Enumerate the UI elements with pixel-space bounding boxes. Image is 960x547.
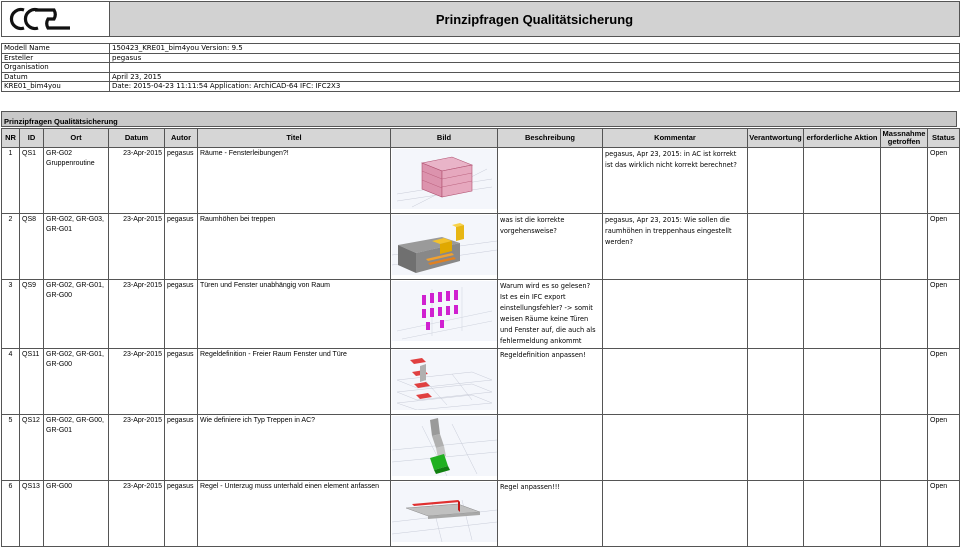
- col-verantwortung-header: Verantwortung: [748, 129, 804, 148]
- col-nr-header: NR: [2, 129, 20, 148]
- responsibility-cell: [748, 481, 804, 547]
- col-id-header: ID: [20, 129, 44, 148]
- description-cell: Regel anpassen!!!: [498, 481, 603, 547]
- meta-label: Modell Name: [2, 44, 110, 54]
- comment-cell: [603, 415, 748, 481]
- status-cell: Open: [928, 214, 960, 280]
- date-cell: 23-Apr-2015: [109, 415, 165, 481]
- table-row: [2, 148, 960, 214]
- responsibility-cell: [748, 349, 804, 415]
- nr-cell: 1: [2, 148, 20, 214]
- col-beschreibung-header: Beschreibung: [498, 129, 603, 148]
- col-kommentar-header: Kommentar: [603, 129, 748, 148]
- measure-cell: [881, 148, 928, 214]
- title-cell: Türen und Fenster unabhängig von Raum: [198, 280, 391, 349]
- measure-cell: [881, 415, 928, 481]
- measure-cell: [881, 349, 928, 415]
- table-row: [2, 349, 960, 415]
- meta-row: [2, 44, 960, 54]
- col-ort-header: Ort: [44, 129, 109, 148]
- author-cell: pegasus: [165, 214, 198, 280]
- measure-cell: [881, 481, 928, 547]
- stair-block-thumbnail[interactable]: [392, 215, 497, 275]
- col-aktion-header: erforderliche Aktion: [804, 129, 881, 148]
- meta-value: 150423_KRE01_bim4you Version: 9.5: [110, 44, 960, 54]
- pink-room-box-thumbnail[interactable]: [392, 149, 497, 209]
- description-cell: [498, 148, 603, 214]
- section-title: Prinzipfragen Qualitätsicherung: [1, 111, 957, 127]
- author-cell: pegasus: [165, 280, 198, 349]
- status-cell: Open: [928, 280, 960, 349]
- description-cell: [498, 415, 603, 481]
- meta-row: [2, 63, 960, 73]
- location-cell: GR-G02, GR-G01, GR-G00: [44, 280, 109, 349]
- meta-label: Organisation: [2, 63, 110, 73]
- id-cell: QS13: [20, 481, 44, 547]
- author-cell: pegasus: [165, 481, 198, 547]
- col-status-header: Status: [928, 129, 960, 148]
- date-cell: 23-Apr-2015: [109, 349, 165, 415]
- location-cell: GR-G02, GR-G03, GR-G01: [44, 214, 109, 280]
- nr-cell: 3: [2, 280, 20, 349]
- image-cell: [391, 481, 498, 547]
- table-row: [2, 214, 960, 280]
- responsibility-cell: [748, 415, 804, 481]
- logo: [1, 1, 110, 37]
- col-titel-header: Titel: [198, 129, 391, 148]
- description-cell: Warum wird es so gelesen? Ist es ein IFC export einstellungsfehler? -> somit weisen Räume keine Türen und Fenster auf, die auch als fehlermeldung ankommt: [498, 280, 603, 349]
- nr-cell: 5: [2, 415, 20, 481]
- action-cell: [804, 280, 881, 349]
- comment-cell: [603, 349, 748, 415]
- action-cell: [804, 415, 881, 481]
- image-cell: [391, 214, 498, 280]
- location-cell: GR-G00: [44, 481, 109, 547]
- nr-cell: 4: [2, 349, 20, 415]
- comment-cell: [603, 481, 748, 547]
- responsibility-cell: [748, 280, 804, 349]
- author-cell: pegasus: [165, 415, 198, 481]
- col-datum-header: Datum: [109, 129, 165, 148]
- action-cell: [804, 349, 881, 415]
- title-cell: Raumhöhen bei treppen: [198, 214, 391, 280]
- status-cell: Open: [928, 481, 960, 547]
- measure-cell: [881, 214, 928, 280]
- image-cell: [391, 349, 498, 415]
- date-cell: 23-Apr-2015: [109, 481, 165, 547]
- measure-cell: [881, 280, 928, 349]
- description-cell: Regeldefinition anpassen!: [498, 349, 603, 415]
- oos-logo-icon: [2, 2, 109, 36]
- table-row: [2, 481, 960, 547]
- date-cell: 23-Apr-2015: [109, 148, 165, 214]
- status-cell: Open: [928, 349, 960, 415]
- nr-cell: 2: [2, 214, 20, 280]
- meta-value: [110, 63, 960, 73]
- title-cell: Regel - Unterzug muss unterhald einen element anfassen: [198, 481, 391, 547]
- author-cell: pegasus: [165, 148, 198, 214]
- comment-cell: pegasus, Apr 23, 2015: Wie sollen die raumhöhen in treppenhaus eingestellt werden?: [603, 214, 748, 280]
- id-cell: QS1: [20, 148, 44, 214]
- location-cell: GR-G02, GR-G00, GR-G01: [44, 415, 109, 481]
- action-cell: [804, 214, 881, 280]
- table-row: [2, 415, 960, 481]
- id-cell: QS12: [20, 415, 44, 481]
- red-beam-thumbnail[interactable]: [392, 482, 497, 542]
- location-cell: GR-G02 Gruppenroutine: [44, 148, 109, 214]
- title-cell: Räume - Fensterleibungen?!: [198, 148, 391, 214]
- col-massnahme-header: Massnahme getroffen: [881, 129, 928, 148]
- location-cell: GR-G02, GR-G01, GR-G00: [44, 349, 109, 415]
- col-bild-header: Bild: [391, 129, 498, 148]
- status-cell: Open: [928, 148, 960, 214]
- magenta-doors-thumbnail[interactable]: [392, 281, 497, 341]
- author-cell: pegasus: [165, 349, 198, 415]
- action-cell: [804, 481, 881, 547]
- responsibility-cell: [748, 214, 804, 280]
- green-stair-thumbnail[interactable]: [392, 416, 497, 476]
- date-cell: 23-Apr-2015: [109, 280, 165, 349]
- comment-cell: [603, 280, 748, 349]
- description-cell: was ist die korrekte vorgehensweise?: [498, 214, 603, 280]
- id-cell: QS11: [20, 349, 44, 415]
- meta-row: [2, 53, 960, 63]
- image-cell: [391, 280, 498, 349]
- meta-label: KRE01_bim4you: [2, 82, 110, 92]
- comment-cell: pegasus, Apr 23, 2015: in AC ist korrekt ist das wirklich nicht korrekt berechnet?: [603, 148, 748, 214]
- meta-label: Ersteller: [2, 53, 110, 63]
- issues-table: [1, 128, 960, 547]
- responsibility-cell: [748, 148, 804, 214]
- image-cell: [391, 148, 498, 214]
- status-cell: Open: [928, 415, 960, 481]
- image-cell: [391, 415, 498, 481]
- model-info-table: [1, 43, 960, 92]
- meta-row: [2, 72, 960, 82]
- id-cell: QS9: [20, 280, 44, 349]
- col-autor-header: Autor: [165, 129, 198, 148]
- table-row: [2, 280, 960, 349]
- meta-label: Datum: [2, 72, 110, 82]
- nr-cell: 6: [2, 481, 20, 547]
- title-cell: Regeldefinition - Freier Raum Fenster und Türe: [198, 349, 391, 415]
- page-title: Prinzipfragen Qualitätsicherung: [109, 1, 960, 37]
- date-cell: 23-Apr-2015: [109, 214, 165, 280]
- action-cell: [804, 148, 881, 214]
- meta-value: pegasus: [110, 53, 960, 63]
- meta-value: April 23, 2015: [110, 72, 960, 82]
- meta-value: Date: 2015-04-23 11:11:54 Application: ArchiCAD-64 IFC: IFC2X3: [110, 82, 960, 92]
- meta-row: [2, 82, 960, 92]
- floor-planes-thumbnail[interactable]: [392, 350, 497, 410]
- id-cell: QS8: [20, 214, 44, 280]
- title-cell: Wie definiere ich Typ Treppen in AC?: [198, 415, 391, 481]
